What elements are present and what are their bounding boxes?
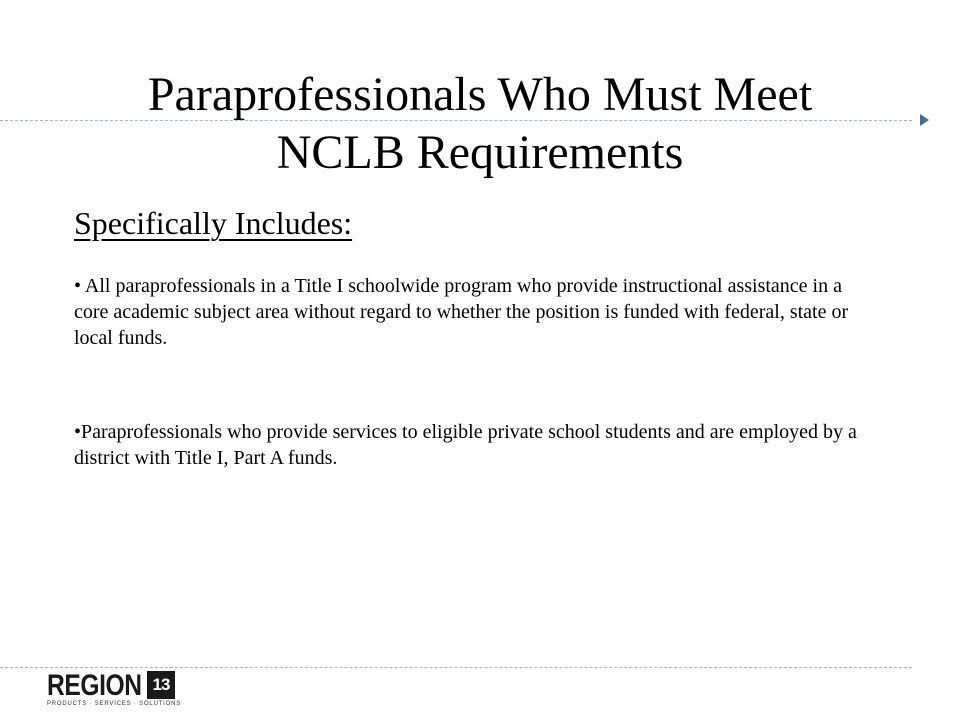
slide-title-line-1: Paraprofessionals Who Must Meet	[147, 68, 813, 121]
region-13-logo	[47, 670, 187, 710]
slide-title-line-2: NCLB Requirements	[276, 126, 684, 179]
slide-title	[0, 66, 960, 182]
logo-word: REGION	[47, 669, 142, 702]
logo-number: 13	[147, 671, 175, 699]
bullet-item-private-school: •Paraprofessionals who provide services to eligible private school students and are employed by a district with Title I, Part A funds.	[74, 421, 857, 469]
bullet-item-schoolwide: • All paraprofessionals in a Title I schoolwide program who provide instructional assistance in a core academic subject area without regard to whether the position is funded with federal, state or local funds.	[74, 275, 849, 349]
top-divider	[0, 120, 912, 121]
logo-tagline: PRODUCTS · SERVICES · SOLUTIONS	[47, 701, 182, 707]
subheading: Specifically Includes:	[74, 205, 353, 241]
bottom-divider	[0, 667, 912, 668]
triangle-right-icon	[920, 114, 929, 126]
